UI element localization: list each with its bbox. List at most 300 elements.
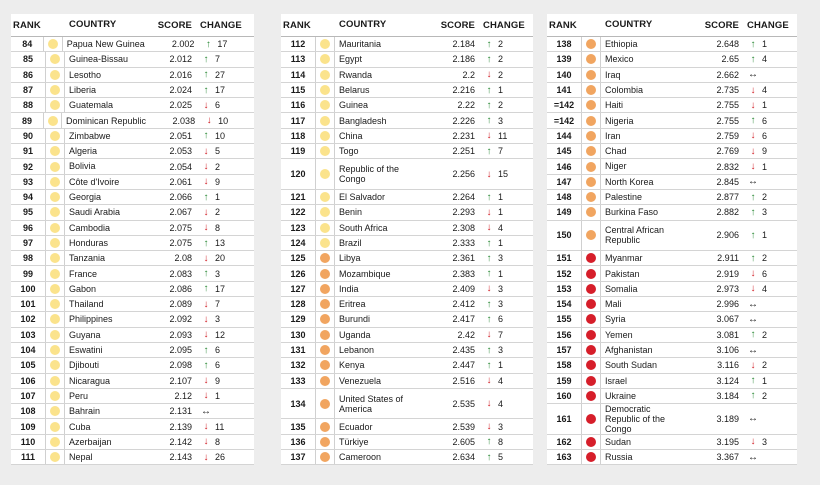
level-cell xyxy=(581,175,601,189)
score-cell: 2.2 xyxy=(462,69,475,80)
peace-level-dot-icon xyxy=(320,169,330,179)
country-cell: Brazil xyxy=(339,237,362,248)
change-cell xyxy=(200,238,254,249)
score-cell: 2.412 xyxy=(452,299,475,310)
country-cell: Ecuador xyxy=(339,421,373,432)
country-cell: Bahrain xyxy=(69,406,101,417)
table-row xyxy=(11,68,254,83)
arrow-down-icon: ↓ xyxy=(203,222,209,234)
change-cell xyxy=(483,146,533,157)
score-cell: 2.054 xyxy=(169,161,192,172)
score-cell: 2.089 xyxy=(169,299,192,310)
arrow-down-icon: ↓ xyxy=(486,421,492,433)
score-cell: 2.08 xyxy=(174,253,192,264)
country-cell: Ethiopia xyxy=(605,39,638,50)
change-value: 9 xyxy=(215,176,221,187)
score-cell: 2.075 xyxy=(169,222,192,233)
change-value: 3 xyxy=(498,345,504,356)
arrow-up-icon: ↑ xyxy=(750,229,756,241)
rank-cell: 115 xyxy=(290,85,306,96)
level-cell xyxy=(45,328,65,342)
score-cell: 2.051 xyxy=(169,130,192,141)
country-cell: Honduras xyxy=(69,237,109,248)
peace-level-dot-icon xyxy=(50,284,60,294)
country-cell: Mozambique xyxy=(339,268,391,279)
level-cell xyxy=(315,343,335,357)
level-cell xyxy=(45,98,65,112)
change-cell xyxy=(483,85,533,96)
score-cell: 2.184 xyxy=(452,39,475,50)
change-cell xyxy=(483,268,533,279)
change-value: 7 xyxy=(498,329,504,340)
score-cell: 2.067 xyxy=(169,207,192,218)
country-cell: Djibouti xyxy=(69,360,100,371)
header-country: COUNTRY xyxy=(69,18,117,30)
arrow-up-icon: ↑ xyxy=(205,38,211,50)
country-cell: Libya xyxy=(339,253,361,264)
table-row xyxy=(547,98,797,113)
country-cell: Uganda xyxy=(339,329,371,340)
table-row xyxy=(281,144,533,159)
change-value: 9 xyxy=(215,375,221,386)
change-cell xyxy=(200,299,254,310)
arrow-down-icon: ↓ xyxy=(750,99,756,111)
peace-level-dot-icon xyxy=(320,146,330,156)
table-row xyxy=(281,450,533,465)
arrow-up-icon: ↑ xyxy=(486,313,492,325)
peace-level-dot-icon xyxy=(586,207,596,217)
country-cell: Republic of the Congo xyxy=(339,164,400,185)
arrow-up-icon: ↑ xyxy=(486,359,492,371)
arrow-up-icon: ↑ xyxy=(750,38,756,50)
score-cell: 2.435 xyxy=(452,345,475,356)
score-cell: 2.906 xyxy=(716,230,739,241)
level-cell xyxy=(45,282,65,296)
arrow-down-icon: ↓ xyxy=(486,206,492,218)
change-value: 6 xyxy=(215,100,221,111)
rank-cell: 137 xyxy=(290,452,306,463)
arrow-both-icon: ↔ xyxy=(748,344,758,356)
arrow-both-icon: ↔ xyxy=(748,451,758,463)
table-row xyxy=(281,419,533,434)
table-row xyxy=(281,328,533,343)
peace-level-dot-icon xyxy=(50,54,60,64)
rank-cell: 131 xyxy=(290,345,306,356)
table-row xyxy=(11,221,254,236)
change-value: 2 xyxy=(762,329,768,340)
country-cell: Georgia xyxy=(69,192,102,203)
level-cell xyxy=(581,113,601,127)
rank-cell: 155 xyxy=(556,314,572,325)
rank-cell: 135 xyxy=(290,421,306,432)
rank-cell: 91 xyxy=(22,146,33,157)
score-cell: 2.098 xyxy=(169,360,192,371)
peace-level-dot-icon xyxy=(586,391,596,401)
level-cell xyxy=(315,221,335,235)
level-cell xyxy=(315,113,335,127)
level-cell xyxy=(315,374,335,388)
score-cell: 2.308 xyxy=(452,222,475,233)
table-row xyxy=(547,343,797,358)
score-cell: 3.189 xyxy=(716,413,739,424)
peace-level-dot-icon xyxy=(586,299,596,309)
peace-level-dot-icon xyxy=(320,452,330,462)
peace-level-dot-icon xyxy=(50,207,60,217)
change-cell xyxy=(747,39,797,50)
rank-cell: 118 xyxy=(290,130,306,141)
country-cell: Cuba xyxy=(69,421,91,432)
change-cell xyxy=(747,314,797,325)
arrow-down-icon: ↓ xyxy=(486,375,492,387)
score-cell: 2.12 xyxy=(174,390,192,401)
rank-cell: 159 xyxy=(556,375,572,386)
rank-cell: 134 xyxy=(290,398,306,409)
score-cell: 2.216 xyxy=(452,85,475,96)
arrow-up-icon: ↑ xyxy=(750,53,756,65)
change-value: 4 xyxy=(762,54,768,65)
arrow-down-icon: ↓ xyxy=(750,84,756,96)
level-cell xyxy=(581,68,601,82)
change-cell xyxy=(200,314,254,325)
rank-cell: 120 xyxy=(290,169,306,180)
change-cell xyxy=(483,39,533,50)
table-row xyxy=(281,221,533,236)
score-cell: 3.081 xyxy=(716,329,739,340)
score-cell: 2.605 xyxy=(452,436,475,447)
change-cell xyxy=(747,192,797,203)
country-cell: Liberia xyxy=(69,85,97,95)
rank-cell: 92 xyxy=(22,161,33,172)
score-cell: 2.648 xyxy=(716,39,739,50)
score-cell: 2.539 xyxy=(452,421,475,432)
country-cell: Guinea xyxy=(339,100,369,111)
change-cell xyxy=(200,436,254,447)
change-cell xyxy=(747,436,797,447)
rank-cell: 156 xyxy=(556,329,572,340)
arrow-both-icon: ↔ xyxy=(201,405,211,417)
change-cell xyxy=(483,283,533,294)
arrow-down-icon: ↓ xyxy=(203,329,209,341)
country-cell: Egypt xyxy=(339,54,363,65)
change-value: 3 xyxy=(498,421,504,432)
change-cell xyxy=(747,299,797,310)
change-cell xyxy=(483,436,533,447)
table-row xyxy=(281,236,533,251)
peace-level-dot-icon xyxy=(50,452,60,462)
change-value: 2 xyxy=(215,207,221,218)
peace-level-dot-icon xyxy=(586,269,596,279)
change-cell xyxy=(200,176,254,187)
peace-level-dot-icon xyxy=(586,192,596,202)
peace-level-dot-icon xyxy=(50,85,60,95)
arrow-up-icon: ↑ xyxy=(486,268,492,280)
header-change: CHANGE xyxy=(747,19,789,31)
change-cell xyxy=(747,69,797,80)
rank-cell: 133 xyxy=(290,375,306,386)
change-value: 6 xyxy=(498,314,504,325)
table-header xyxy=(547,14,797,37)
level-cell xyxy=(581,52,601,66)
change-cell xyxy=(747,100,797,111)
country-cell: Afghanistan xyxy=(605,345,653,356)
arrow-up-icon: ↑ xyxy=(486,38,492,50)
level-cell xyxy=(581,251,601,265)
change-value: 9 xyxy=(762,146,768,157)
peace-level-dot-icon xyxy=(50,269,60,279)
score-cell: 2.142 xyxy=(169,436,192,447)
change-cell xyxy=(747,176,797,187)
level-cell xyxy=(581,37,601,51)
rank-cell: 94 xyxy=(22,192,33,203)
country-cell: Philippines xyxy=(69,314,113,325)
peace-level-dot-icon xyxy=(320,330,330,340)
arrow-both-icon: ↔ xyxy=(748,298,758,310)
arrow-up-icon: ↑ xyxy=(486,436,492,448)
change-value: 1 xyxy=(498,360,504,371)
table-row xyxy=(281,68,533,83)
peace-level-dot-icon xyxy=(320,223,330,233)
change-value: 2 xyxy=(762,360,768,371)
rank-cell: 99 xyxy=(22,268,33,279)
table-row xyxy=(11,251,254,266)
arrow-down-icon: ↓ xyxy=(203,145,209,157)
rank-cell: =142 xyxy=(553,115,575,126)
peace-level-dot-icon xyxy=(48,116,58,126)
peace-level-dot-icon xyxy=(586,284,596,294)
peace-level-dot-icon xyxy=(586,345,596,355)
rank-cell: 114 xyxy=(290,69,306,80)
score-cell: 2.832 xyxy=(716,161,739,172)
score-cell: 2.516 xyxy=(452,375,475,386)
level-cell xyxy=(581,328,601,342)
country-cell: India xyxy=(339,283,359,294)
change-cell xyxy=(483,222,533,233)
level-cell xyxy=(45,297,65,311)
peace-level-dot-icon xyxy=(586,314,596,324)
rank-cell: 116 xyxy=(290,100,306,111)
peace-level-dot-icon xyxy=(50,360,60,370)
change-value: 3 xyxy=(215,314,221,325)
rank-cell: 111 xyxy=(20,452,36,463)
level-cell xyxy=(315,435,335,449)
rank-cell: 126 xyxy=(290,268,306,279)
level-cell xyxy=(45,435,65,449)
change-value: 1 xyxy=(215,192,221,203)
header-spacer xyxy=(581,14,601,36)
change-value: 20 xyxy=(215,253,226,264)
arrow-down-icon: ↓ xyxy=(203,375,209,387)
level-cell xyxy=(581,450,601,464)
rank-cell: 104 xyxy=(20,345,36,356)
change-value: 17 xyxy=(215,85,226,96)
level-cell xyxy=(45,68,65,82)
peace-level-dot-icon xyxy=(320,376,330,386)
country-cell: Pakistan xyxy=(605,268,640,279)
change-value: 2 xyxy=(762,390,768,401)
ranking-table-left xyxy=(11,14,254,465)
level-cell xyxy=(45,389,65,403)
score-cell: 2.759 xyxy=(716,130,739,141)
level-cell xyxy=(45,236,65,250)
change-value: 12 xyxy=(215,329,226,340)
table-row xyxy=(281,435,533,450)
peace-level-dot-icon xyxy=(320,345,330,355)
change-value: 3 xyxy=(498,283,504,294)
change-value: 10 xyxy=(218,115,229,126)
arrow-down-icon: ↓ xyxy=(750,161,756,173)
change-value: 1 xyxy=(498,85,504,96)
table-row xyxy=(11,343,254,358)
peace-level-dot-icon xyxy=(586,39,596,49)
change-cell xyxy=(483,314,533,325)
country-cell: Guyana xyxy=(69,329,101,340)
level-cell xyxy=(581,435,601,449)
rank-cell: 98 xyxy=(22,253,33,264)
table-row xyxy=(547,297,797,312)
table-row xyxy=(281,374,533,389)
arrow-down-icon: ↓ xyxy=(203,313,209,325)
rank-cell: 119 xyxy=(290,146,306,157)
arrow-up-icon: ↑ xyxy=(203,84,209,96)
score-cell: 2.409 xyxy=(452,283,475,294)
peace-level-dot-icon xyxy=(586,177,596,187)
peace-level-dot-icon xyxy=(320,399,330,409)
rank-cell: 95 xyxy=(22,207,33,218)
peace-level-dot-icon xyxy=(320,299,330,309)
change-cell xyxy=(483,329,533,340)
table-row xyxy=(281,37,533,52)
rank-cell: 113 xyxy=(290,54,306,65)
header-spacer xyxy=(45,14,65,36)
change-cell xyxy=(483,360,533,371)
peace-level-dot-icon xyxy=(50,422,60,432)
table-row xyxy=(11,404,254,419)
table-row xyxy=(281,129,533,144)
arrow-down-icon: ↓ xyxy=(203,99,209,111)
rank-cell: 148 xyxy=(556,192,572,203)
level-cell xyxy=(45,190,65,204)
score-cell: 2.038 xyxy=(172,115,196,126)
arrow-down-icon: ↓ xyxy=(486,222,492,234)
change-cell xyxy=(483,238,533,249)
rank-cell: 105 xyxy=(20,360,36,371)
rank-cell: 150 xyxy=(556,230,572,241)
country-cell: Cameroon xyxy=(339,452,382,463)
table-row xyxy=(11,419,254,434)
country-cell: Nicaragua xyxy=(69,375,111,386)
country-cell: Kenya xyxy=(339,360,365,371)
change-cell xyxy=(483,452,533,463)
peace-level-dot-icon xyxy=(320,269,330,279)
arrow-down-icon: ↓ xyxy=(486,69,492,81)
change-cell xyxy=(200,222,254,233)
score-cell: 2.755 xyxy=(716,100,739,111)
rank-cell: 154 xyxy=(556,299,572,310)
rank-cell: 109 xyxy=(20,421,36,432)
change-cell xyxy=(747,115,797,126)
table-row xyxy=(11,175,254,190)
level-cell xyxy=(581,282,601,296)
country-cell: Israel xyxy=(605,375,628,386)
table-row xyxy=(281,52,533,67)
score-cell: 2.996 xyxy=(716,299,739,310)
table-row xyxy=(11,297,254,312)
arrow-up-icon: ↑ xyxy=(750,206,756,218)
table-row xyxy=(547,175,797,190)
table-row xyxy=(281,190,533,205)
table-row xyxy=(281,266,533,281)
table-row xyxy=(11,190,254,205)
rank-cell: 87 xyxy=(22,85,33,96)
country-cell: Zimbabwe xyxy=(69,130,111,141)
peace-level-dot-icon xyxy=(320,238,330,248)
score-cell: 3.184 xyxy=(716,390,739,401)
level-cell xyxy=(45,52,65,66)
change-value: 17 xyxy=(217,39,228,50)
score-cell: 3.195 xyxy=(716,436,739,447)
table-row xyxy=(547,159,797,174)
table-row xyxy=(11,435,254,450)
arrow-down-icon: ↓ xyxy=(206,115,212,127)
rank-cell: 106 xyxy=(20,375,36,386)
change-value: 3 xyxy=(762,436,768,447)
level-cell xyxy=(315,98,335,112)
score-cell: 2.333 xyxy=(452,238,475,248)
table-row xyxy=(11,144,254,159)
table-row xyxy=(547,358,797,373)
level-cell xyxy=(581,205,601,219)
peace-level-dot-icon xyxy=(586,85,596,95)
change-value: 1 xyxy=(762,230,768,241)
table-row xyxy=(547,389,797,404)
rank-cell: 101 xyxy=(20,299,36,310)
change-value: 7 xyxy=(215,54,221,65)
change-value: 17 xyxy=(215,283,226,294)
change-cell xyxy=(483,345,533,356)
score-cell: 2.075 xyxy=(169,238,192,248)
arrow-up-icon: ↑ xyxy=(750,375,756,387)
level-cell xyxy=(581,83,601,97)
level-cell xyxy=(45,343,65,357)
arrow-down-icon: ↓ xyxy=(486,329,492,341)
level-cell xyxy=(581,404,601,434)
change-cell xyxy=(200,268,254,279)
peace-level-dot-icon xyxy=(320,360,330,370)
peace-level-dot-icon xyxy=(320,207,330,217)
table-row xyxy=(281,282,533,297)
change-value: 26 xyxy=(215,452,226,463)
table-row xyxy=(547,221,797,252)
arrow-down-icon: ↓ xyxy=(203,298,209,310)
change-value: 11 xyxy=(215,421,225,432)
header-rank: RANK xyxy=(549,19,577,31)
table-row xyxy=(547,266,797,281)
header-change: CHANGE xyxy=(483,19,525,31)
peace-level-dot-icon xyxy=(586,437,596,447)
rank-cell: 130 xyxy=(290,329,306,340)
table-row xyxy=(281,205,533,220)
header-score: SCORE xyxy=(157,19,192,31)
change-value: 5 xyxy=(215,146,221,157)
table-row xyxy=(547,435,797,450)
country-cell: Bolivia xyxy=(69,161,96,172)
change-cell xyxy=(747,230,797,241)
change-cell xyxy=(483,192,533,203)
country-cell: China xyxy=(339,130,363,141)
arrow-down-icon: ↓ xyxy=(750,130,756,142)
level-cell xyxy=(45,266,65,280)
change-cell xyxy=(202,39,254,50)
